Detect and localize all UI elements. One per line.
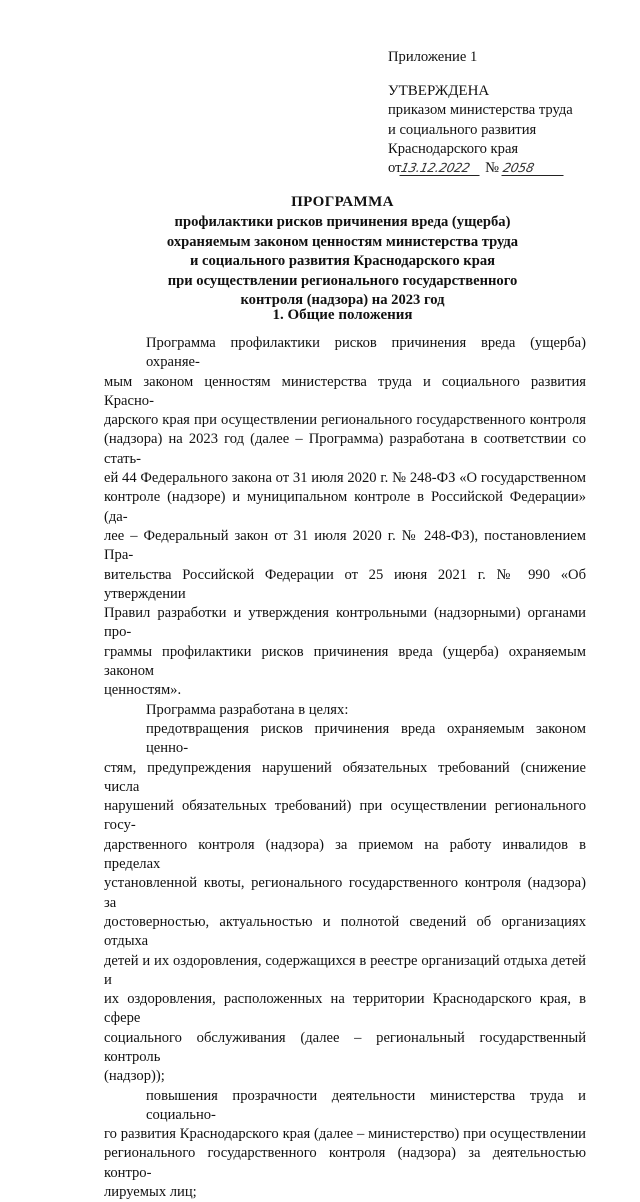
text-line: стям, предупреждения нарушений обязательных требований (снижение числа [104, 759, 586, 795]
date-prefix: от [388, 160, 402, 177]
paragraph-goals [104, 701, 586, 720]
program-subtitle-line: контроля (надзора) на 2023 год [240, 292, 445, 309]
text-line: контроле (надзоре) и муниципальном контроле в Российской Федерации» (да- [104, 489, 586, 525]
program-subtitle-line: и социального развития Краснодарского края [189, 253, 496, 270]
handwritten-date: 13.12.2022 [400, 161, 483, 176]
text-line: лее – Федеральный закон от 31 июля 2020 г. № 248-ФЗ), постановлением Пра- [104, 527, 586, 564]
text-line: дарского края при осуществлении регионального государственного контроля [104, 412, 586, 429]
text-line: Программа профилактики рисков причинения вреда (ущерба) охраняе- [146, 335, 586, 371]
paragraph-intro [104, 334, 586, 701]
order-date-line [388, 159, 573, 178]
text-line: лируемых лиц; [104, 1184, 197, 1201]
text-line: вительства Российской Федерации от 25 июня 2021 г. № 990 «Об утверждении [104, 566, 586, 602]
appendix-label: Приложение 1 [388, 49, 478, 65]
text-line: граммы профилактики рисков причинения вреда (ущерба) охраняемым законом [104, 643, 586, 680]
program-subtitle-line: профилактики рисков причинения вреда (ущерба) [174, 214, 511, 231]
program-subtitle-line: при осуществлении регионального государственного [167, 272, 518, 289]
text-line: Программа разработана в целях: [146, 701, 349, 718]
text-line: (надзора) на 2023 год (далее – Программа) разработана в соответствии со стать- [104, 431, 586, 467]
program-subtitle-line: охраняемым законом ценностям министерства труда [166, 233, 519, 250]
text-line: достоверностью, актуальностью и полнотой сведений об организациях отдыха [104, 913, 586, 950]
section-title: 1. Общие положения [272, 307, 413, 323]
handwritten-number: 2058 [501, 161, 566, 176]
approval-block [388, 82, 573, 178]
text-line: ей 44 Федерального закона от 31 июля 2020 г. № 248-ФЗ «О государственном [104, 470, 586, 487]
paragraph-goal-prevention [104, 720, 586, 1087]
text-line: предотвращения рисков причинения вреда охраняемым законом ценно- [146, 720, 586, 757]
text-line: социального обслуживания (далее – региональный государственный контроль [104, 1029, 586, 1065]
text-line: повышения прозрачности деятельности министерства труда и социально- [146, 1087, 586, 1123]
text-line: регионального государственного контроля (надзора) за деятельностью контро- [104, 1145, 586, 1181]
section-body [104, 334, 586, 1202]
text-line: мым законом ценностям министерства труда и социального развития Красно- [104, 373, 586, 409]
approved-title: УТВЕРЖДЕНА [388, 83, 490, 99]
approved-line: и социального развития [388, 121, 537, 138]
text-line: (надзор)); [104, 1068, 165, 1085]
approved-line: приказом министерства труда [388, 102, 573, 119]
approved-line: Краснодарского края [388, 140, 519, 157]
text-line: дарственного контроля (надзора) за приемом на работу инвалидов в пределах [104, 836, 586, 873]
text-line: детей и их оздоровления, содержащихся в реестре организаций отдыха детей и [104, 952, 586, 988]
number-prefix: № [485, 160, 500, 177]
program-title: ПРОГРАММА [291, 194, 394, 210]
text-line: их оздоровления, расположенных на территории Краснодарского края, в сфере [104, 991, 586, 1027]
text-line: установленной квоты, регионального государственного контроля (надзора) за [104, 875, 586, 911]
text-line: нарушений обязательных требований) при осуществлении регионального госу- [104, 798, 586, 834]
program-heading [110, 193, 575, 311]
text-line: ценностям». [104, 682, 182, 699]
text-line: Правил разработки и утверждения контрольными (надзорными) органами про- [104, 605, 586, 641]
text-line: го развития Краснодарского края (далее – министерство) при осуществлении [104, 1126, 586, 1143]
paragraph-goal-transparency [104, 1087, 586, 1202]
